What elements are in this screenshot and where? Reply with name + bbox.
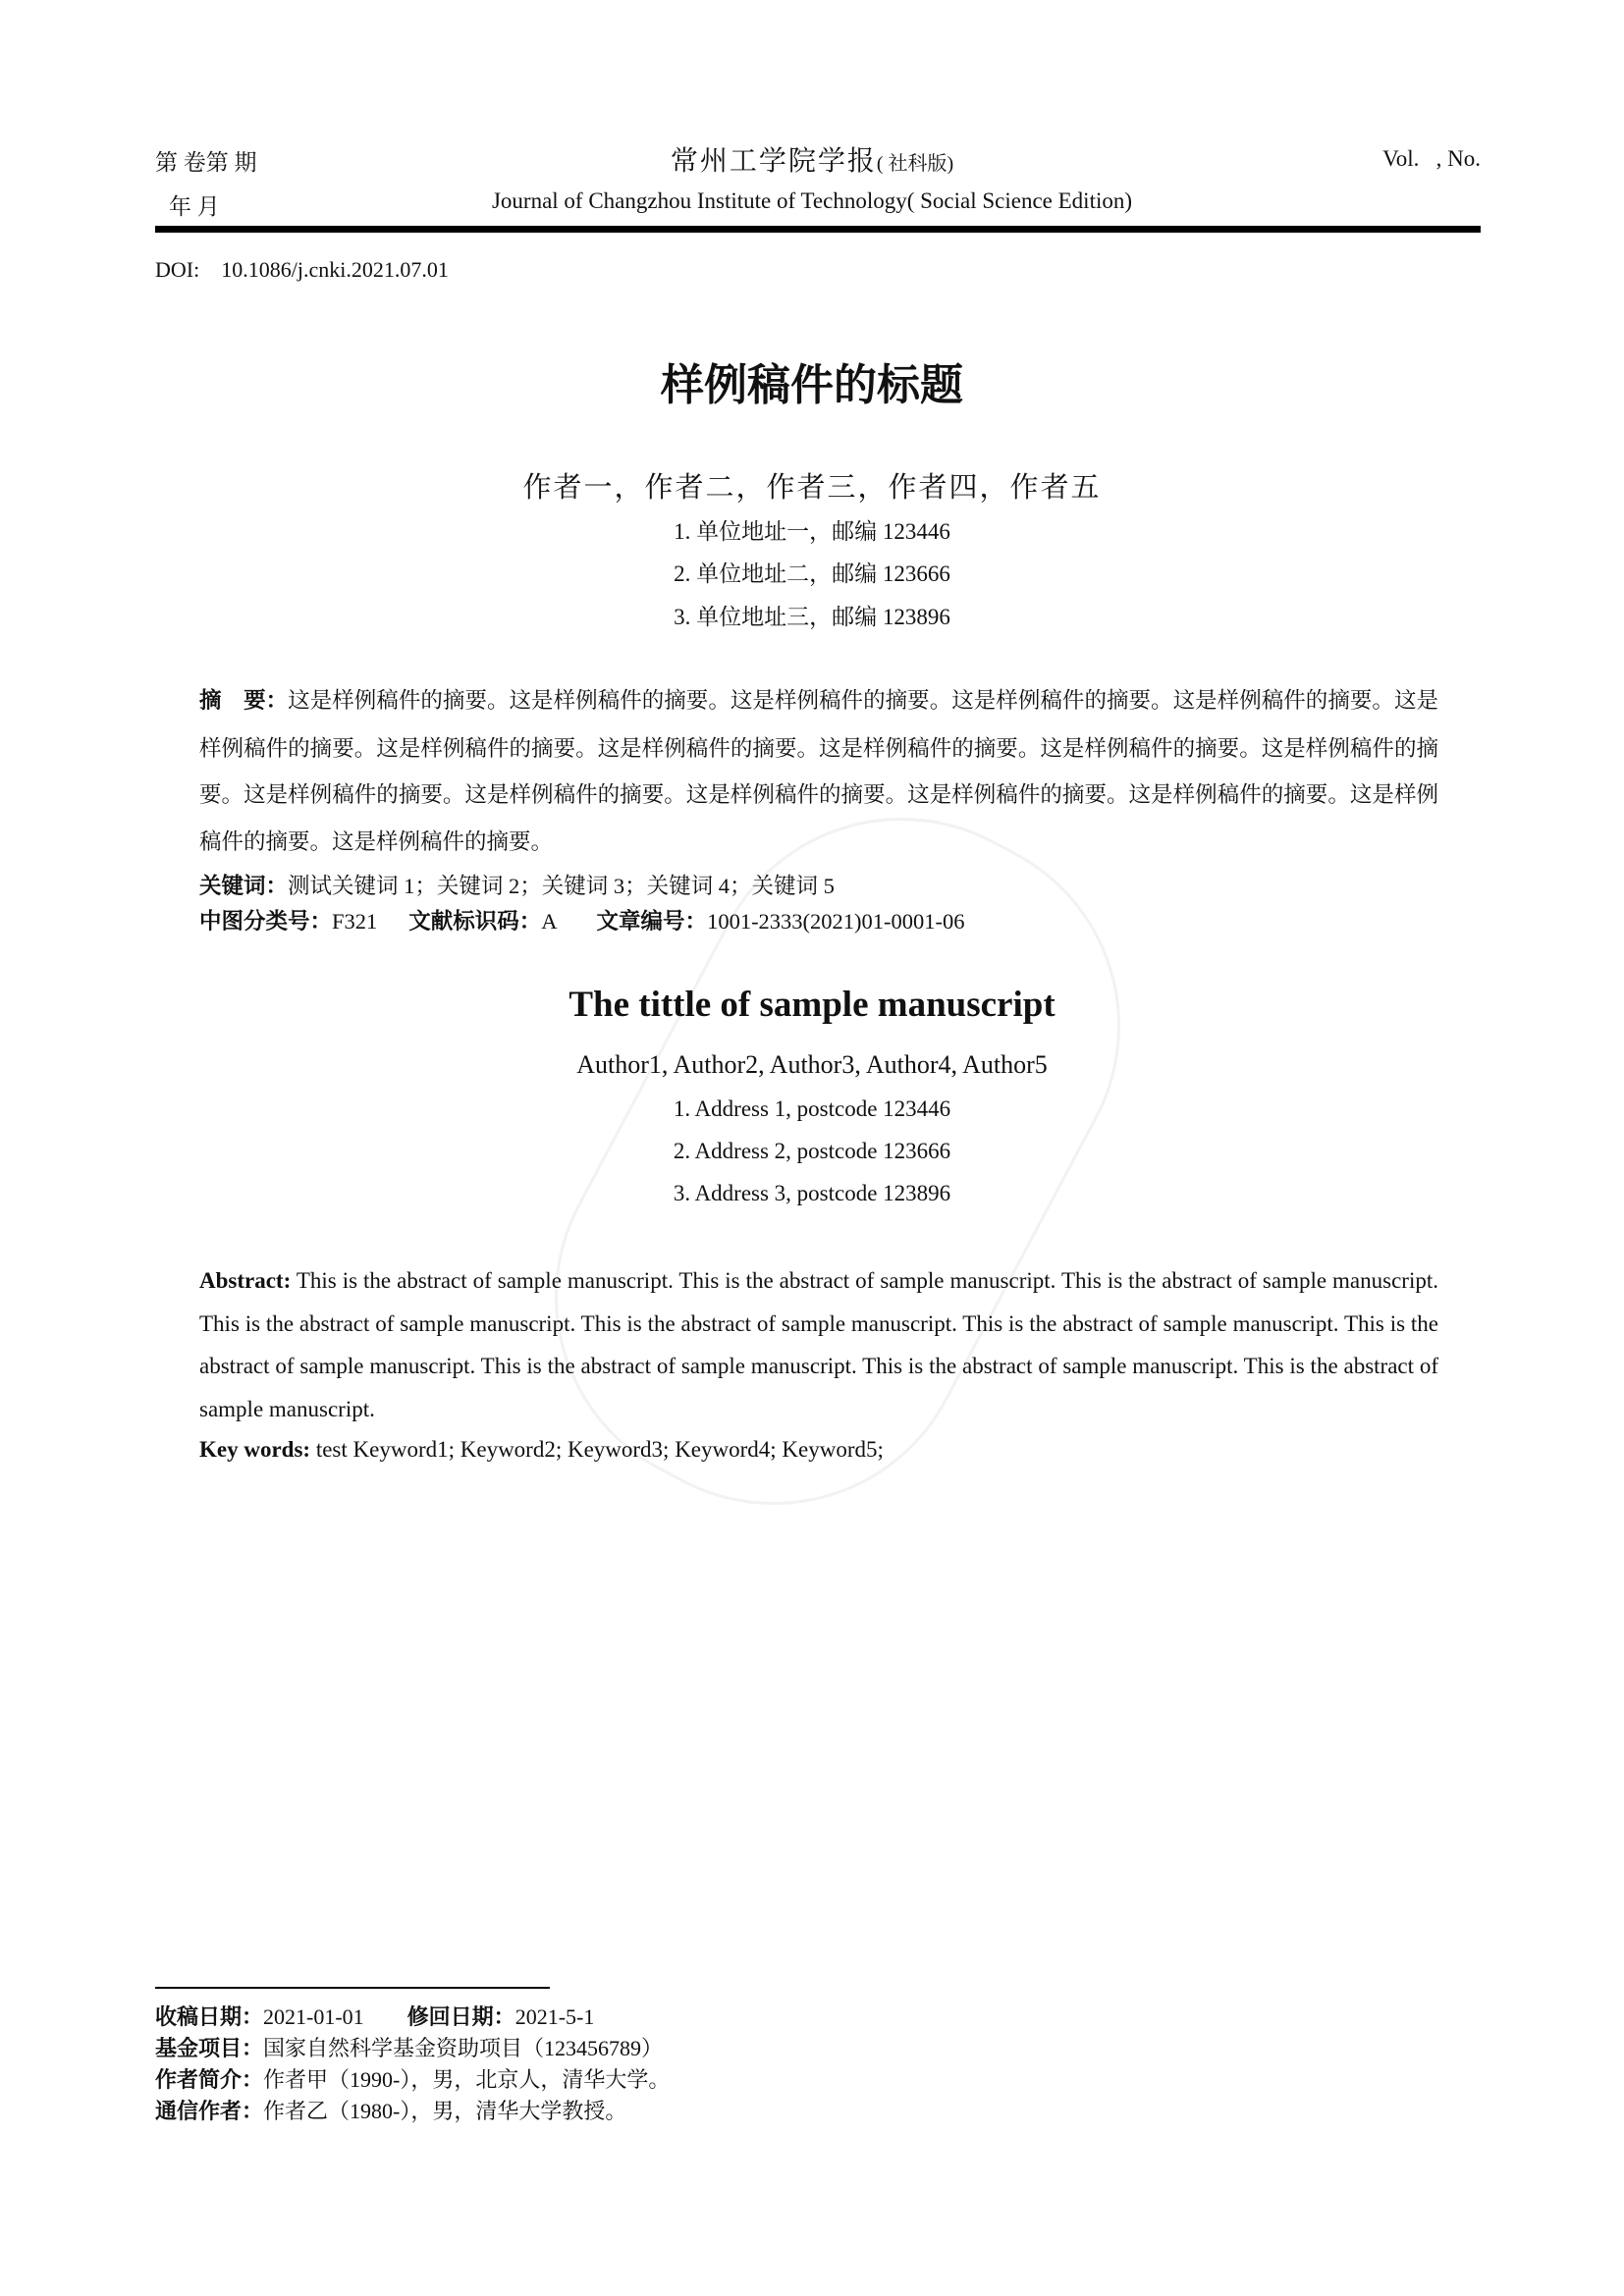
journal-name-cn <box>0 139 1624 179</box>
clc-value: F321 <box>332 909 378 934</box>
keywords-cn-label: 关键词： <box>199 874 289 899</box>
doi-label: DOI: <box>155 257 200 282</box>
doi <box>155 257 449 283</box>
keywords-en <box>199 1437 884 1463</box>
header-rule <box>155 226 1481 233</box>
footnote-dates <box>155 2001 594 2031</box>
received-value: 2021-01-01 <box>263 2004 364 2029</box>
corr-value: 作者乙（1980-），男，清华大学教授。 <box>263 2099 627 2123</box>
revised-value: 2021-5-1 <box>514 2004 595 2029</box>
journal-name-en: Journal of Changzhou Institute of Technology( Social Science Edition) <box>491 188 1133 213</box>
bio-value: 作者甲（1990-），男，北京人，清华大学。 <box>263 2067 671 2092</box>
abstract-en-label: Abstract: <box>199 1268 292 1293</box>
received-label: 收稿日期： <box>155 2005 264 2030</box>
footnote-correspondence <box>155 2095 626 2125</box>
address-cn-1: 1. 单位地址一，邮编 123446 <box>674 519 950 544</box>
revised-label: 修回日期： <box>406 2005 515 2030</box>
keywords-cn <box>199 869 835 900</box>
fund-value: 国家自然科学基金资助项目（123456789） <box>263 2036 664 2060</box>
authors-en: Author1, Author2, Author3, Author4, Author5 <box>576 1050 1048 1079</box>
abstract-en <box>199 1259 1438 1430</box>
vol-no: Vol. , No. <box>1382 146 1481 171</box>
doc-code-label: 文献标识码： <box>408 909 542 934</box>
doi-value: 10.1086/j.cnki.2021.07.01 <box>221 257 449 282</box>
footnote-bio <box>155 2063 670 2094</box>
abstract-cn-text: 这是样例稿件的摘要。这是样例稿件的摘要。这是样例稿件的摘要。这是样例稿件的摘要。这是样例稿件的摘要。这是样例稿件的摘要。这是样例稿件的摘要。这是样例稿件的摘要。这是样例稿件的摘要。这是样例稿件的摘要。这是样例稿件的摘要。这是样例稿件的摘要。这是样例稿件的摘要。这是样例稿件的摘要。这是样例稿件的摘要。这是样例稿件的摘要。这是样例稿件的摘要。这是样例稿件的摘要。 <box>199 688 1438 854</box>
classification-line <box>199 904 965 935</box>
address-en-1: 1. Address 1, postcode 123446 <box>673 1096 951 1121</box>
journal-cn-edition: ( 社科版) <box>876 153 954 175</box>
keywords-cn-text: 测试关键词 1；关键词 2；关键词 3；关键词 4；关键词 5 <box>288 874 835 898</box>
address-cn-2: 2. 单位地址二，邮编 123666 <box>674 561 950 586</box>
bio-label: 作者简介： <box>155 2068 264 2093</box>
article-no-value: 1001-2333(2021)01-0001-06 <box>707 909 965 934</box>
date-info: 年 月 <box>169 194 220 219</box>
footnote-rule <box>155 1987 550 1989</box>
title-cn: 样例稿件的标题 <box>661 360 963 410</box>
keywords-en-label: Key words: <box>199 1437 311 1462</box>
title-en: The tittle of sample manuscript <box>568 985 1056 1025</box>
abstract-cn-label: 摘 要： <box>199 688 289 714</box>
address-en-2: 2. Address 2, postcode 123666 <box>673 1139 951 1163</box>
address-en-3: 3. Address 3, postcode 123896 <box>673 1181 951 1205</box>
fund-label: 基金项目： <box>155 2037 264 2061</box>
doc-code-value: A <box>541 909 558 934</box>
article-no-label: 文章编号： <box>596 909 708 934</box>
authors-cn: 作者一，作者二，作者三，作者四，作者五 <box>522 472 1102 504</box>
corr-label: 通信作者： <box>155 2100 264 2124</box>
journal-cn-title: 常州工学院学报 <box>670 146 877 177</box>
keywords-en-text: test Keyword1; Keyword2; Keyword3; Keyword4; Keyword5; <box>310 1437 884 1462</box>
address-cn-3: 3. 单位地址三，邮编 123896 <box>674 605 950 629</box>
abstract-en-text: This is the abstract of sample manuscript. This is the abstract of sample manuscript. This is the abstract of sample manuscript. This is the abstract of sample manuscript. This is the abstract of sample manuscript. This is the abstract of sample manuscript. This is the abstract of sample manuscript. This is the abstract of sample manuscript. This is the abstract of sample manuscript. This is the abstract of sample manuscript. <box>199 1268 1438 1421</box>
abstract-cn <box>199 677 1438 865</box>
clc-label: 中图分类号： <box>199 909 333 934</box>
footnote-fund <box>155 2032 663 2062</box>
issue-info: 第 卷第 期 <box>155 150 257 175</box>
